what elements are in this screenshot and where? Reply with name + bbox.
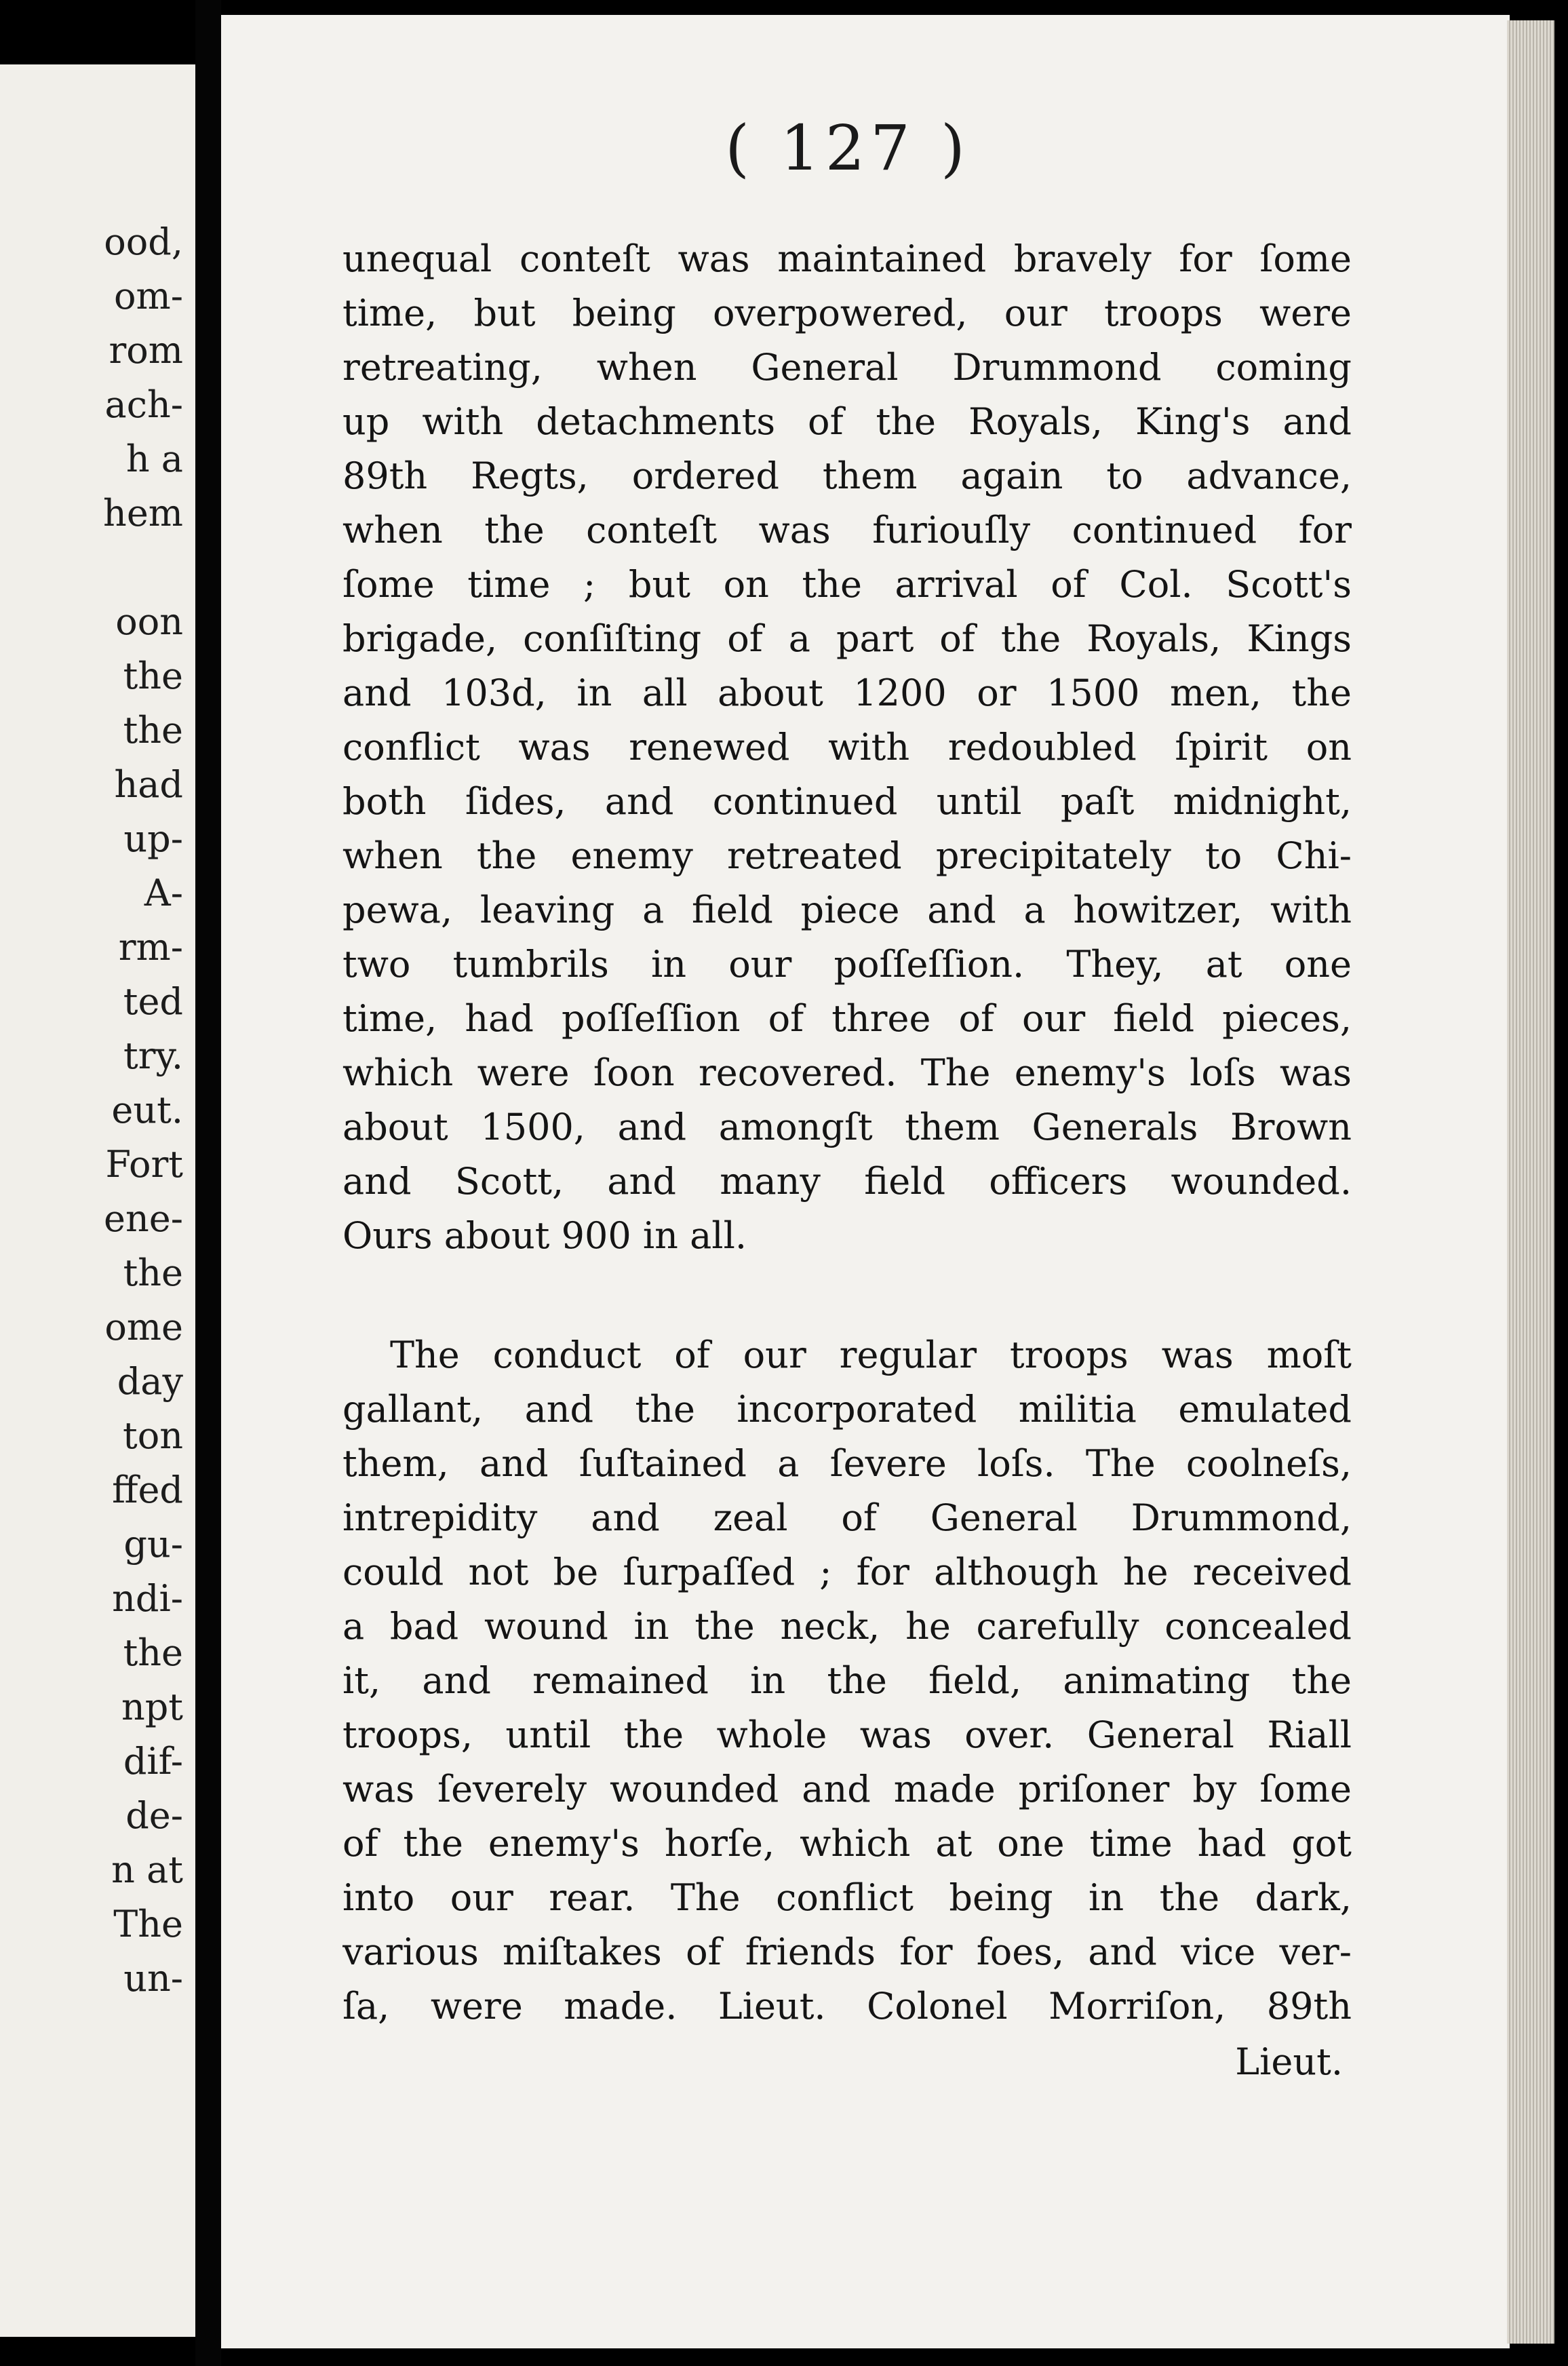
text-line: unequal conteſt was maintained bravely for ſome [342, 237, 1352, 280]
previous-page-text [103, 215, 183, 2006]
text-line: which were ſoon recovered. The enemy's loſs was [342, 1051, 1352, 1094]
text-line: ſome time ; but on the arrival of Col. Scott's [342, 563, 1352, 606]
text-line: The conduct of our regular troops was moſt [390, 1334, 1352, 1376]
text-line: 89th Regts, ordered them again to advance, [342, 454, 1352, 497]
previous-page-line: the [123, 655, 183, 697]
previous-page-line: A- [144, 872, 183, 914]
catchword: Lieut. [1235, 2040, 1343, 2083]
previous-page-line: ene- [104, 1197, 183, 1240]
previous-page-line: day [117, 1360, 183, 1403]
previous-page-line: had [114, 763, 183, 806]
paragraph-gap [342, 1263, 1352, 1328]
text-line: pewa, leaving a field piece and a howitzer, with [342, 889, 1352, 931]
text-line: ſa, were made. Lieut. Colonel Morriſon, 89th [342, 1985, 1352, 2028]
text-line: about 1500, and amongſt them Generals Brown [342, 1106, 1352, 1148]
previous-page-line: ffed [112, 1469, 183, 1511]
text-line: and Scott, and many field officers wounded. [342, 1160, 1352, 1203]
previous-page-line: n at [111, 1848, 183, 1891]
previous-page-line: ton [123, 1414, 183, 1457]
text-line: Ours about 900 in all. [342, 1214, 747, 1257]
text-line: various miſtakes of friends for foes, and vice ver- [342, 1931, 1352, 1973]
page-body [342, 232, 1352, 2034]
text-line: a bad wound in the neck, he carefully concealed [342, 1605, 1352, 1648]
text-line: brigade, conſiſting of a part of the Royals, Kings [342, 617, 1352, 660]
previous-page-line: ndi- [112, 1577, 183, 1620]
previous-page-line: gu- [123, 1523, 183, 1566]
previous-page-line: om- [114, 275, 183, 317]
previous-page-line: h a [125, 438, 183, 480]
previous-page-line: the [123, 709, 183, 752]
previous-page-line: npt [121, 1686, 183, 1728]
text-line: of the enemy's horſe, which at one time had got [342, 1822, 1352, 1865]
previous-page-line: un- [123, 1957, 183, 2000]
paragraph-2 [342, 1328, 1352, 2034]
text-line: intrepidity and zeal of General Drummond, [342, 1496, 1352, 1539]
previous-page-line: rom [109, 329, 183, 372]
text-line: time, but being overpowered, our troops were [342, 292, 1352, 334]
book-gutter [195, 0, 221, 2366]
previous-page-line: The [113, 1903, 183, 1945]
text-line: and 103d, in all about 1200 or 1500 men, the [342, 672, 1352, 714]
previous-page-line: Fort [105, 1143, 183, 1186]
text-line: it, and remained in the field, animating the [342, 1659, 1352, 1702]
previous-page-line: rm- [118, 926, 183, 969]
previous-page-line: ood, [104, 220, 183, 263]
previous-page-line: eut. [111, 1089, 183, 1131]
previous-page-line: up- [123, 817, 183, 860]
previous-page-line: dif- [123, 1740, 183, 1783]
text-line: up with detachments of the Royals, King's and [342, 400, 1352, 443]
text-line: both ſides, and continued until paſt midnight, [342, 780, 1352, 823]
text-line: time, had poſſeſſion of three of our field pieces, [342, 997, 1352, 1040]
previous-page-line: oon [115, 600, 183, 643]
text-line: could not be ſurpaſſed ; for although he received [342, 1551, 1352, 1593]
text-line: into our rear. The conflict being in the dark, [342, 1876, 1352, 1919]
previous-page-line: the [123, 1631, 183, 1674]
text-line: gallant, and the incorporated militia emulated [342, 1388, 1352, 1431]
paragraph-1 [342, 232, 1352, 1263]
text-line: two tumbrils in our poſſeſſion. They, at one [342, 943, 1352, 986]
previous-page-line: try. [123, 1034, 183, 1077]
text-line: retreating, when General Drummond coming [342, 346, 1352, 389]
previous-page-line: de- [125, 1794, 183, 1837]
text-line: when the conteſt was furiouſly continued for [342, 509, 1352, 551]
page-edges [1507, 20, 1554, 2344]
previous-page-line: hem [103, 492, 183, 535]
previous-page-line: ted [123, 980, 183, 1023]
previous-page-line: the [123, 1252, 183, 1294]
text-line: them, and ſuſtained a ſevere loſs. The coolneſs, [342, 1442, 1352, 1485]
text-line: conflict was renewed with redoubled ſpirit on [342, 726, 1352, 769]
text-line: when the enemy retreated precipitately to Chi- [342, 834, 1352, 877]
page-number: ( 127 ) [725, 112, 971, 185]
previous-page [0, 64, 195, 2337]
previous-page-line: ach- [104, 383, 183, 426]
text-line: troops, until the whole was over. General Riall [342, 1713, 1352, 1756]
text-line: was ſeverely wounded and made priſoner by ſome [342, 1768, 1352, 1810]
previous-page-line: ome [104, 1306, 183, 1349]
